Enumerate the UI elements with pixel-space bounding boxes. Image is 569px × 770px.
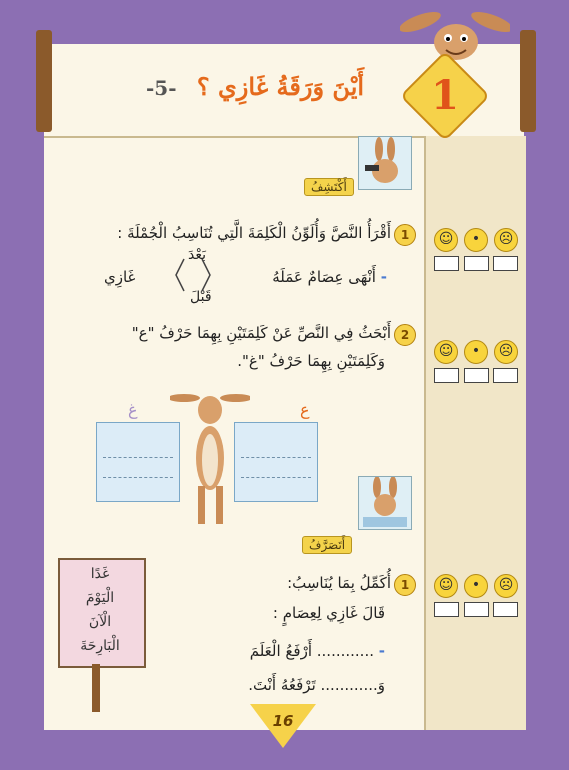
rabbit-writing-icon xyxy=(359,477,411,529)
question-instruction: أَقْرَأُ النَّصَّ وَأُلَوِّنُ الْكَلِمَةَ الَّتِي تُنَاسِبُ الْجُمْلَةَ : xyxy=(117,224,391,242)
sad-face-icon[interactable]: ☹ xyxy=(494,340,518,364)
sentence-end: غَازِي xyxy=(104,268,136,286)
self-evaluation-2 xyxy=(434,340,518,383)
sign-word-now: الْآنَ xyxy=(88,614,112,630)
signboard-post xyxy=(92,664,100,712)
dialogue-intro: قَالَ غَازِي لِعِصَامٍ : xyxy=(272,604,385,622)
sentence-text: أَنْهَى عِصَامٌ عَمَلَهُ xyxy=(272,268,376,286)
happy-face-icon[interactable]: ☺ xyxy=(434,228,458,252)
dash-marker: - xyxy=(380,268,387,286)
sad-face-icon[interactable]: ☹ xyxy=(494,228,518,252)
section-tag-discover: أَكْتَشِفُ xyxy=(304,178,354,196)
check-box[interactable] xyxy=(464,368,489,383)
fill-line-1[interactable] xyxy=(250,642,385,660)
option-before[interactable]: قَبْلَ xyxy=(190,289,212,305)
self-evaluation-3 xyxy=(434,574,518,617)
rabbit-mascot-icon xyxy=(400,8,510,63)
letter-ghain: غ xyxy=(128,400,138,419)
rabbit-binoculars-picture xyxy=(358,136,412,190)
check-box[interactable] xyxy=(464,256,489,271)
letter-ain: ع xyxy=(300,400,310,419)
question-number: 1 xyxy=(394,574,416,596)
answer-sheet-ain[interactable] xyxy=(234,422,318,502)
question-line2: وَكَلِمَتَيْنِ بِهِمَا حَرْفُ "غ". xyxy=(237,352,385,370)
question-instruction: أُكَمِّلُ بِمَا يُنَاسِبُ: xyxy=(287,574,391,592)
sign-word-today: الْيَوْمَ xyxy=(85,590,115,606)
check-box[interactable] xyxy=(493,368,518,383)
dash-marker: - xyxy=(378,642,385,660)
sentence-start xyxy=(272,268,387,286)
neutral-face-icon[interactable]: • xyxy=(464,228,488,252)
page-number: 16 xyxy=(272,712,294,730)
scroll-post-left xyxy=(36,30,52,132)
page-title xyxy=(90,72,420,101)
self-evaluation-1 xyxy=(434,228,518,271)
option-after[interactable]: بَعْدَ xyxy=(188,247,206,263)
lesson-number: -5- xyxy=(145,76,177,100)
sign-word-yesterday: الْبَارِحَةَ xyxy=(80,638,120,654)
check-box[interactable] xyxy=(464,602,489,617)
lesson-title: أَيْنَ وَرَقَةُ غَازِي ؟ xyxy=(196,72,365,101)
happy-face-icon[interactable]: ☺ xyxy=(434,340,458,364)
neutral-face-icon[interactable]: • xyxy=(464,340,488,364)
answer-sheet-ghain[interactable] xyxy=(96,422,180,502)
sign-word-tomorrow: غَدًا xyxy=(90,566,110,582)
scroll-post-right xyxy=(520,30,536,132)
fill-line-1-text: ............ أَرْفَعُ الْعَلَمَ xyxy=(249,642,374,660)
check-box[interactable] xyxy=(493,602,518,617)
check-box[interactable] xyxy=(493,256,518,271)
happy-face-icon[interactable]: ☺ xyxy=(434,574,458,598)
check-box[interactable] xyxy=(434,368,459,383)
question-line1: أَبْحَثُ فِي النَّصِّ عَنْ كَلِمَتَيْنِ بِهِمَا حَرْفُ "ع" xyxy=(131,324,391,342)
sad-face-icon[interactable]: ☹ xyxy=(494,574,518,598)
check-box[interactable] xyxy=(434,602,459,617)
question-number: 2 xyxy=(394,324,416,346)
choice-brackets-icon xyxy=(150,255,230,295)
question-number: 1 xyxy=(394,224,416,246)
neutral-face-icon[interactable]: • xyxy=(464,574,488,598)
rabbit-binoculars-icon xyxy=(359,137,411,189)
evaluation-sidebar xyxy=(424,136,526,730)
unit-number: 1 xyxy=(431,72,459,119)
check-box[interactable] xyxy=(434,256,459,271)
fill-line-2[interactable]: وَ............ تَرْفَعُهُ أَنْتَ. xyxy=(248,676,385,694)
section-tag-act: أَتَصَرَّفُ xyxy=(302,536,352,554)
rabbit-writing-picture xyxy=(358,476,412,530)
